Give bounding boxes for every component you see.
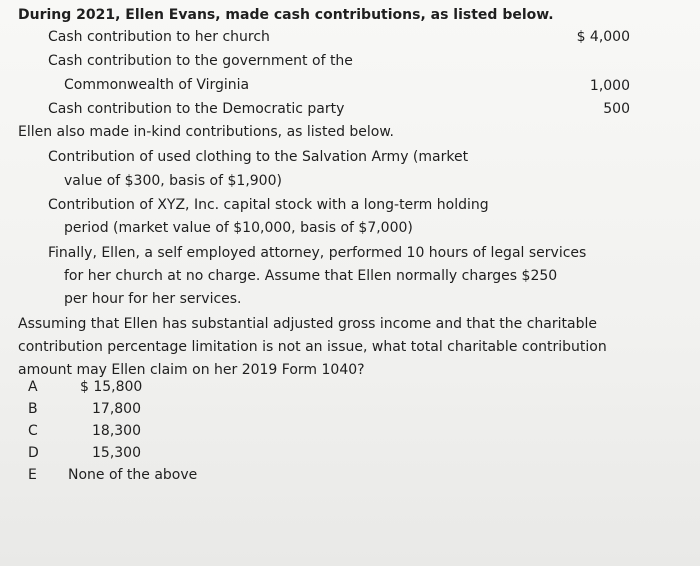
option-e-letter: E (28, 467, 37, 483)
party-amount: 500 (603, 101, 630, 117)
question-line1: Assuming that Ellen has substantial adjusted gross income and that the charitable (18, 316, 597, 332)
question-line3: amount may Ellen claim on her 2019 Form 1040? (18, 362, 365, 378)
intro-text: During 2021, Ellen Evans, made cash contributions, as listed below. (18, 7, 554, 23)
option-b-letter: B (28, 401, 38, 417)
option-a-letter: A (28, 379, 38, 395)
services-line1: Finally, Ellen, a self employed attorney, performed 10 hours of legal services (48, 245, 587, 261)
inkind-intro-text: Ellen also made in-kind contributions, as listed below. (18, 124, 394, 140)
option-a-text: $ 15,800 (80, 379, 143, 395)
option-c-text: 18,300 (92, 423, 141, 439)
party-label: Cash contribution to the Democratic party (48, 101, 345, 117)
option-b-text: 17,800 (92, 401, 141, 417)
stock-line2: period (market value of $10,000, basis of $7,000) (64, 220, 413, 236)
government-amount: 1,000 (589, 78, 630, 94)
stock-line1: Contribution of XYZ, Inc. capital stock with a long-term holding (48, 197, 489, 213)
services-line2: for her church at no charge. Assume that Ellen normally charges $250 (64, 268, 558, 284)
option-c-letter: C (28, 423, 38, 439)
option-d-text: 15,300 (92, 445, 141, 461)
option-e-text: None of the above (68, 467, 198, 483)
church-amount: $ 4,000 (576, 29, 630, 45)
government-label-line2: Commonwealth of Virginia (64, 77, 250, 93)
option-d-letter: D (28, 445, 39, 461)
clothing-line1: Contribution of used clothing to the Salvation Army (market (48, 149, 469, 165)
church-label: Cash contribution to her church (48, 29, 270, 45)
clothing-line2: value of $300, basis of $1,900) (64, 173, 282, 189)
government-label-line1: Cash contribution to the government of the (48, 53, 353, 69)
question-line2: contribution percentage limitation is not an issue, what total charitable contribution (18, 339, 607, 355)
services-line3: per hour for her services. (64, 291, 242, 307)
